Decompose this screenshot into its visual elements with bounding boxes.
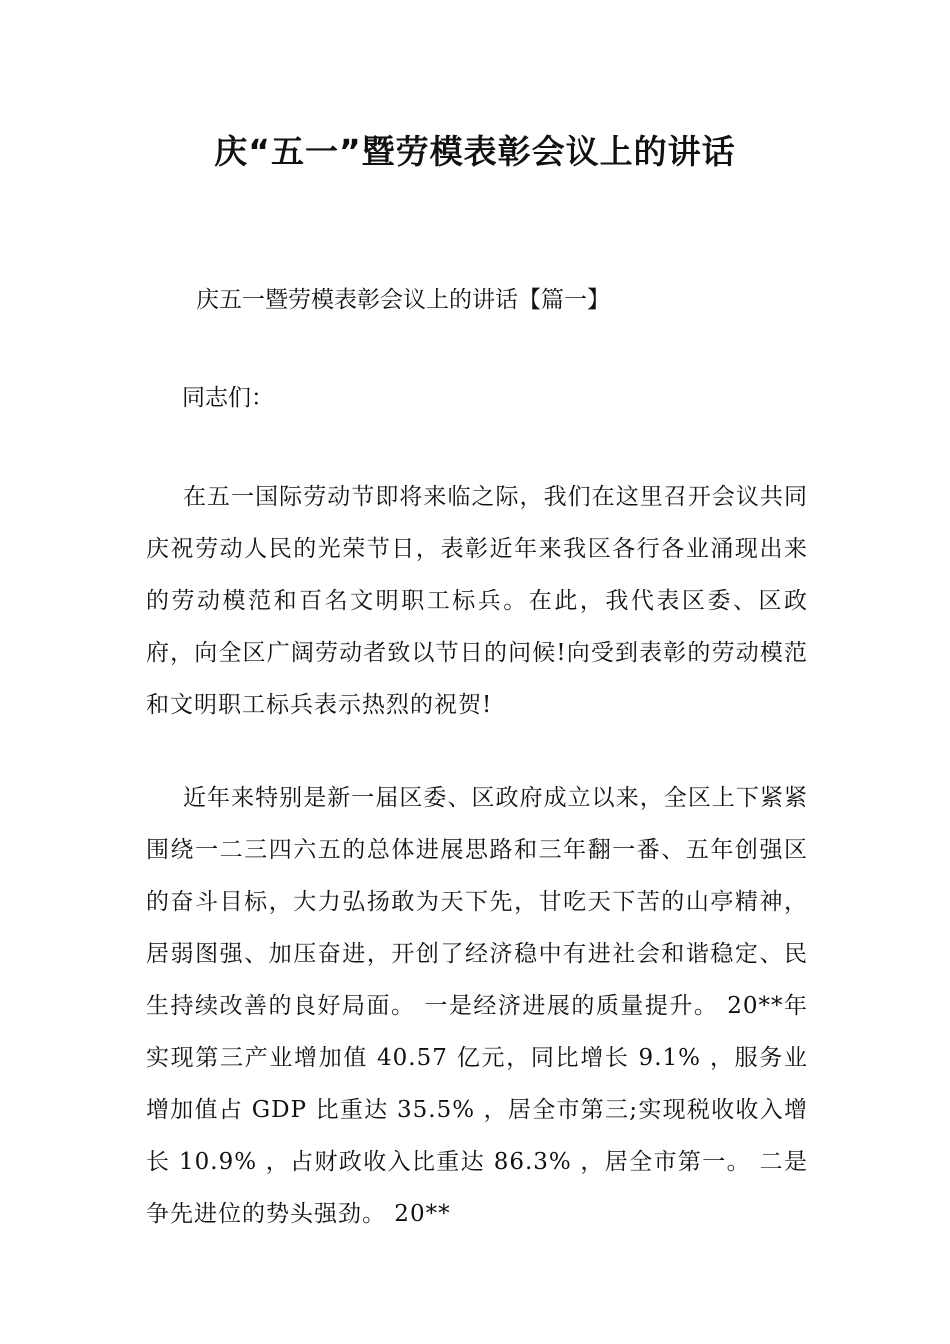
paragraph-2: 近年来特别是新一届区委、区政府成立以来，全区上下紧紧围绕一二三四六五的总体进展思路和三年翻一番、五年创强区的奋斗目标，大力弘扬敢为天下先，甘吃天下苦的山亭精神，居弱图强、加压奋进，开创了经济稳中有进社会和谐稳定、民生持续改善的良好局面。 一是经济进展的质量提升。 20**年实现第三产业增加值 40.57 亿元，同比增长 9.1% ，服务业增加值占 GDP 比重达 35.5% ，居全市第三;实现税收收入增长 10.9% ，占财政收入比重达 86.3% ，居全市第一。 二是争先进位的势头强劲。 20** (146, 785, 808, 1227)
document-title: 庆“五一”暨劳模表彰会议上的讲话 (214, 132, 736, 171)
paragraph-1: 在五一国际劳动节即将来临之际，我们在这里召开会议共同庆祝劳动人民的光荣节日，表彰近年来我区各行各业涌现出来的劳动模范和百名文明职工标兵。在此，我代表区委、区政府，向全区广阔劳动者致以节日的问候!向受到表彰的劳动模范和文明职工标兵表示热烈的祝贺! (146, 484, 808, 718)
salutation: 同志们： (182, 385, 274, 411)
section-subtitle: 庆五一暨劳模表彰会议上的讲话【篇一】 (196, 287, 610, 313)
